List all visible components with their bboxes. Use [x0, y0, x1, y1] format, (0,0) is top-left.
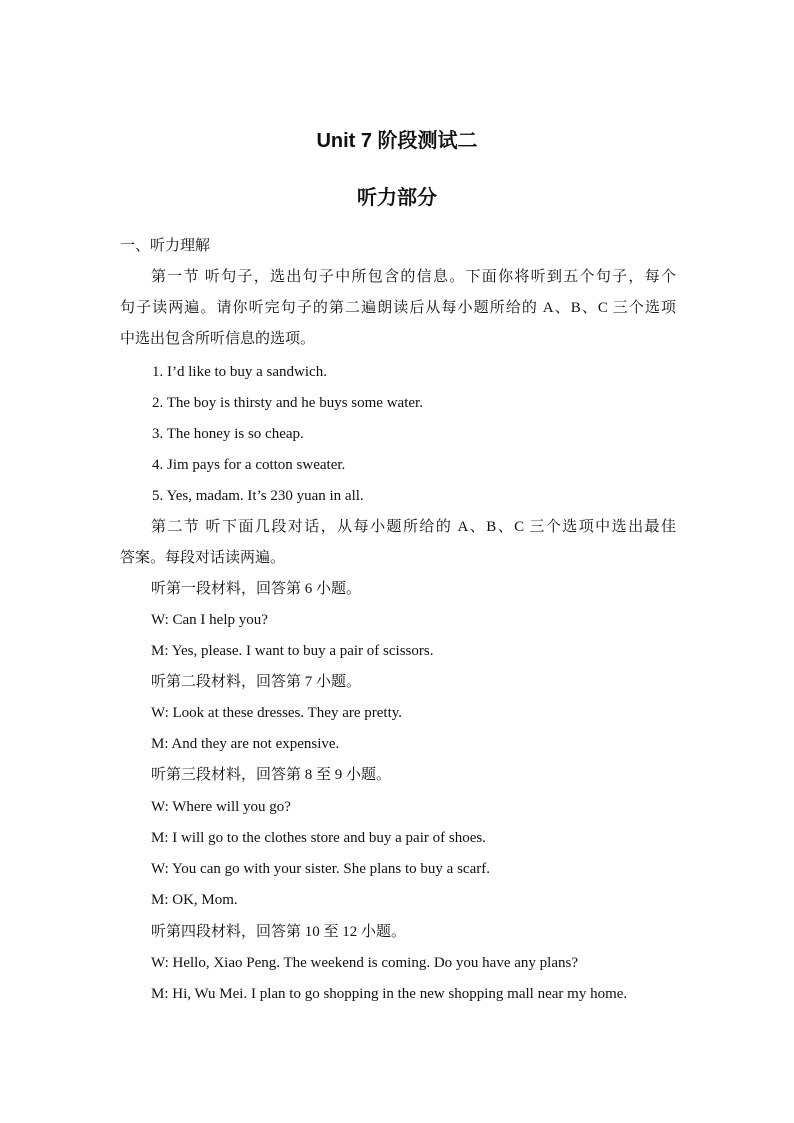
sentence-item-4: 4. Jim pays for a cotton sweater. — [152, 457, 346, 473]
dialogue-line: W: Hello, Xiao Peng. The weekend is coming. Do you have any plans? — [151, 955, 578, 971]
sentence-item-2: 2. The boy is thirsty and he buys some water. — [152, 395, 423, 411]
dialogue-line: M: OK, Mom. — [151, 892, 238, 908]
part1-instruction-line-3: 中选出包含所听信息的选项。 — [120, 331, 316, 347]
dialogue-line: M: Yes, please. I want to buy a pair of scissors. — [151, 643, 434, 659]
page-subtitle: 听力部分 — [357, 187, 437, 209]
sentence-item-1: 1. I’d like to buy a sandwich. — [152, 364, 327, 380]
dialogue-line: 听第三段材料，回答第 8 至 9 小题。 — [151, 767, 392, 783]
part2-instruction-line-1: 第二节 听下面几段对话，从每小题所给的 A、B、C 三个选项中选出最佳 — [151, 519, 676, 535]
dialogue-line: W: Can I help you? — [151, 612, 268, 628]
dialogue-line: W: Where will you go? — [151, 799, 291, 815]
part2-instruction-line-2: 答案。每段对话读两遍。 — [120, 550, 286, 566]
dialogue-line: 听第二段材料，回答第 7 小题。 — [151, 674, 362, 690]
dialogue-line: 听第四段材料，回答第 10 至 12 小题。 — [151, 924, 407, 940]
section-heading: 一、听力理解 — [120, 238, 211, 254]
part1-instruction-line-1: 第一节 听句子，选出句子中所包含的信息。下面你将听到五个句子，每个 — [151, 269, 676, 285]
dialogue-line: W: You can go with your sister. She plans to buy a scarf. — [151, 861, 490, 877]
dialogue-line: M: I will go to the clothes store and buy a pair of shoes. — [151, 830, 486, 846]
dialogue-line: W: Look at these dresses. They are pretty. — [151, 705, 403, 721]
page-title: Unit 7 阶段测试二 — [316, 130, 478, 152]
sentence-item-5: 5. Yes, madam. It’s 230 yuan in all. — [152, 488, 364, 504]
dialogue-line: M: And they are not expensive. — [151, 736, 340, 752]
sentence-item-3: 3. The honey is so cheap. — [152, 426, 304, 442]
dialogue-line: 听第一段材料，回答第 6 小题。 — [151, 581, 362, 597]
dialogue-line: M: Hi, Wu Mei. I plan to go shopping in the new shopping mall near my home. — [151, 986, 628, 1002]
part1-instruction-line-2: 句子读两遍。请你听完句子的第二遍朗读后从每小题所给的 A、B、C 三个选项 — [120, 300, 676, 316]
